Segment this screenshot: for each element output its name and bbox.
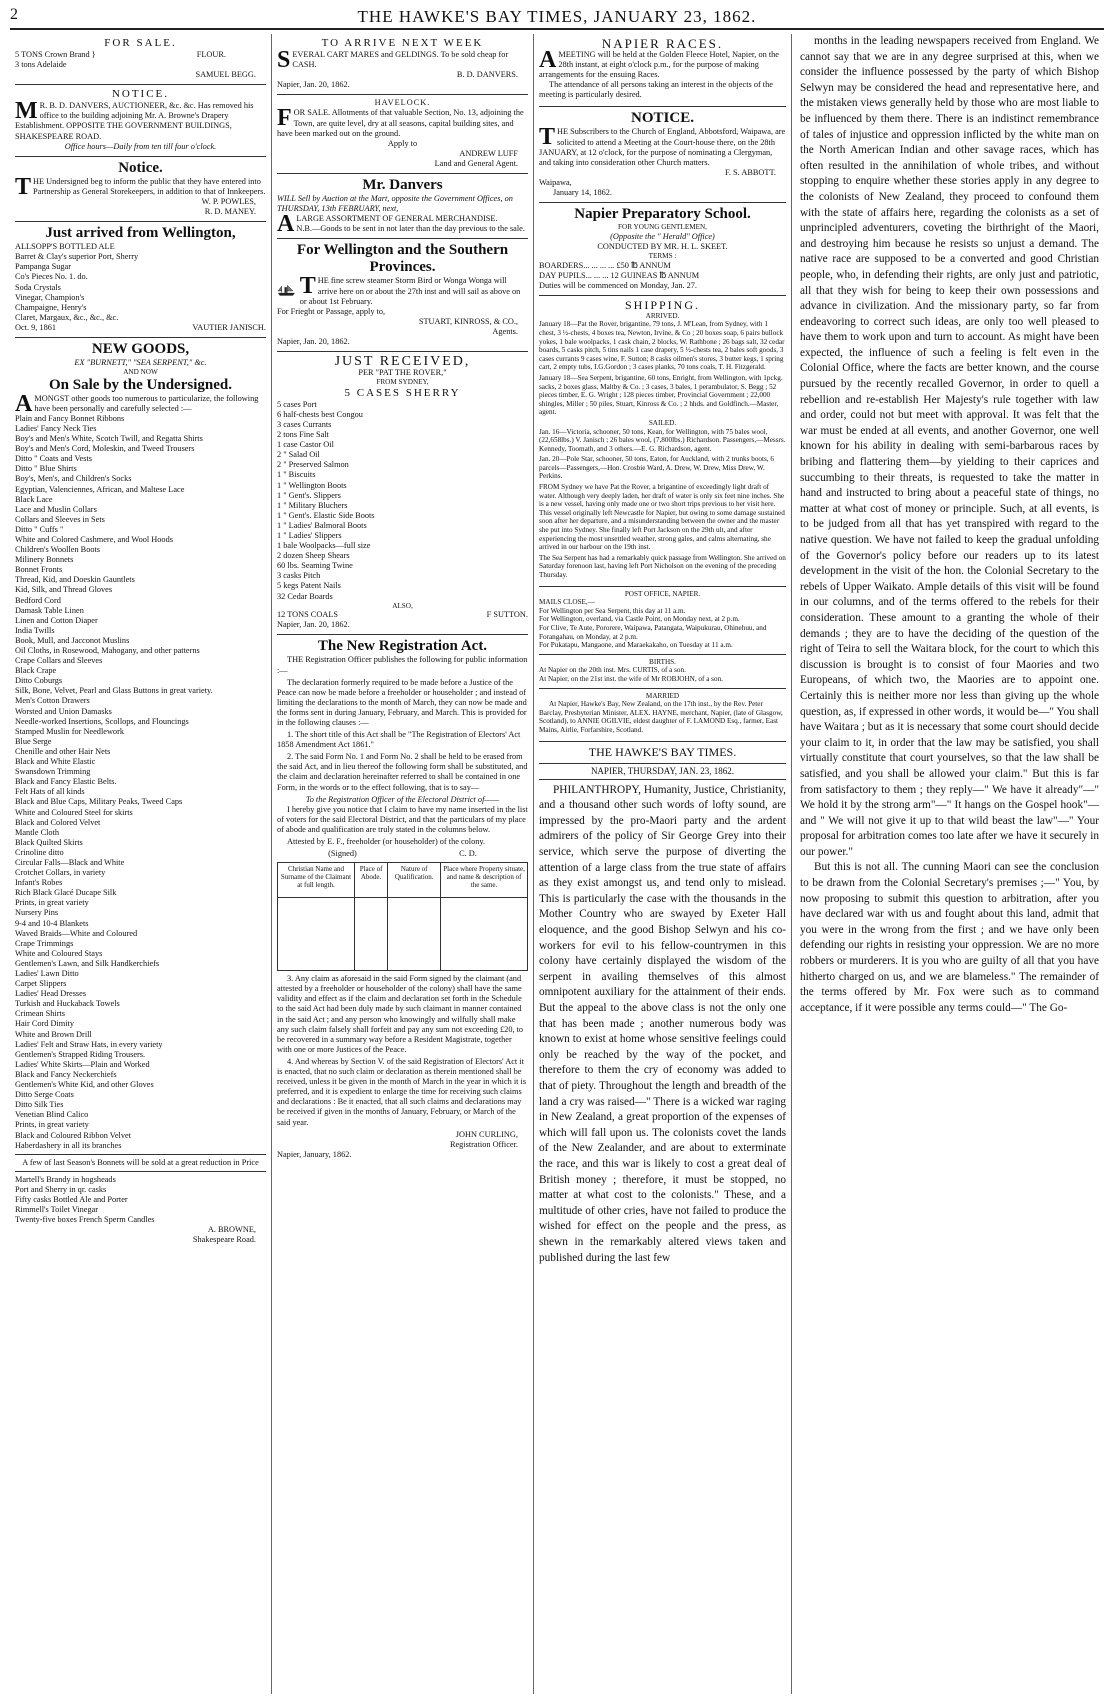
birth-line: At Napier, on the 21st inst. the wife of Mr ROBJOHN, of a son. bbox=[539, 674, 723, 683]
ad-date: Napier, Jan. 20, 1862. bbox=[277, 80, 350, 90]
ad-signature: ANDREW LUFF bbox=[459, 148, 518, 158]
ad-text: THE Subscribers to the Church of England, Abbotsford, Waipawa, are solicited to attend a Meeting at the Court-house there, on the 28th JANUARY, at 12 o'clock, for the purpose of nominating a Clergyman, and taking into consideration other Church matters. bbox=[539, 124, 786, 167]
list-item: Felt Hats of all kinds bbox=[15, 787, 85, 797]
ad-signature: R. D. MANEY. bbox=[204, 207, 256, 217]
ad-text: THE Undersigned beg to inform the public that they have entered into Partnership as General Storekeepers, in addition to that of Innkeepers. bbox=[15, 173, 266, 200]
list-item: Milinery Bonnets bbox=[15, 555, 74, 565]
ad-havelock bbox=[277, 95, 528, 174]
list-item: 1 " Wellington Boots bbox=[277, 480, 347, 490]
ad-signature: Land and General Agent. bbox=[434, 158, 518, 168]
list-item: Needle-worked Insertions, Scollops, and Flouncings bbox=[15, 716, 189, 726]
list-item: Gentlemen's Strapped Riding Trousers. bbox=[15, 1049, 146, 1059]
ad-signature: B. D. DANVERS. bbox=[456, 70, 518, 80]
list-item: Ditto " Coats and Vests bbox=[15, 454, 92, 464]
ad-title: For Wellington and the Southern Provinces. bbox=[296, 242, 509, 276]
post-office bbox=[539, 587, 786, 655]
list-item: ALLSOPP'S BOTTLED ALE bbox=[15, 242, 115, 252]
list-item: 1 " Biscuits bbox=[277, 470, 316, 480]
editorial bbox=[539, 742, 786, 1271]
list-item: Ladies' Fancy Neck Ties bbox=[15, 423, 97, 433]
list-item: Stamped Muslin for Needlework bbox=[15, 726, 124, 736]
ad-boarders: BOARDERS... ... ... ... £50 ℔ ANNUM bbox=[539, 260, 671, 270]
ad-church-notice bbox=[539, 107, 786, 203]
list-item: Ditto Serge Coats bbox=[15, 1090, 74, 1100]
list-item: Pampanga Sugar bbox=[15, 262, 71, 272]
shipping-entry: Jan. 20—Pole Star, schooner, 50 tons, Eaton, for Auckland, with 2 trunks boots, 6 parcels—Passengers,—Hon. Crosbie Ward, A. Drew, W. Drew, Miss Drew, W. Perkins. bbox=[539, 455, 774, 481]
ad-title: Just arrived from Wellington, bbox=[45, 225, 236, 242]
list-item: Boy's, Men's, and Children's Socks bbox=[15, 474, 132, 484]
notice-signature: Registration Officer. bbox=[449, 1139, 518, 1149]
list-item: 5 kegs Patent Nails bbox=[277, 581, 341, 591]
list-item: Barret & Clay's superior Port, Sherry bbox=[15, 252, 139, 262]
mail-list bbox=[539, 607, 786, 650]
form-column-header: Christian Name and Surname of the Claimant at full length. bbox=[278, 863, 355, 898]
section-subhead: SAILED. bbox=[648, 418, 677, 427]
editorial-dateline: NAPIER, THURSDAY, JAN. 23, 1862. bbox=[590, 766, 735, 777]
married bbox=[539, 689, 786, 742]
ad-just-received bbox=[277, 352, 528, 635]
ad-text: AMEETING will be held at the Golden Fleece Hotel, Napier, on the 28th instant, at eight o'clock p.m., for the purpose of making arrangements for the ensuing Races. bbox=[539, 47, 779, 80]
ad-title: Napier Preparatory School. bbox=[574, 206, 751, 223]
list-item: Twenty-five boxes French Sperm Candles bbox=[15, 1215, 155, 1225]
list-item: Waved Braids—White and Coloured bbox=[15, 928, 138, 938]
list-item: Plain and Fancy Bonnet Ribbons bbox=[15, 413, 125, 423]
section-subhead: ARRIVED. bbox=[645, 311, 680, 320]
ad-preparatory-school bbox=[539, 203, 786, 296]
ad-opposite: (Opposite the " Herald" Office) bbox=[610, 231, 715, 241]
section-subhead: MAILS CLOSE,— bbox=[539, 598, 595, 607]
list-item: Soda Crystals bbox=[15, 282, 61, 292]
list-item: Black and White Elastic bbox=[15, 757, 96, 767]
list-item: Children's Woollen Boots bbox=[15, 545, 101, 555]
list-item: 60 lbs. Seaming Twine bbox=[277, 561, 353, 571]
list-item: Rich Black Glacé Ducape Silk bbox=[15, 888, 117, 898]
ad-also: ALSO, bbox=[392, 601, 413, 610]
list-item: Nursery Pins bbox=[15, 908, 59, 918]
shipping-entry: January 18—Sea Serpent, brigantine, 60 tons, Enright, from Wellington, with 1pckg. sacks, 2 boxes glass, Maltby & Co. ; 3 cases, 3 bales, 1 perambulator, S. Begg ; 52 pieces timber, E. G. Wright ; 128 pieces timber, Provincial Government ; 22,000 shingles, Miller ; 50 piles, Stuart, Kinross & Co. ; 2 hhds. and Goldfinch.—Master, agent. bbox=[539, 373, 783, 417]
steamer-icon bbox=[277, 276, 296, 304]
paragraph: But this is not all. The cunning Maori can see the conclusion to be drawn from the Colonial Secretary's premises ;—" You, by now proposing to submit this question to arbitration, after you have declared war with us and fought about this land, admit that you were in the wrong from the first ; and we have only been defending our rights in resisting your oppression. We are no more robbers or murderers. It is you who are guilty of all that you have hitherto charged on us, and we are blameless." The remainder of the terms offered by Mr. Fox were such as to command acceptance, if it were possible any terms could—" The Go- bbox=[800, 861, 1099, 1014]
ad-napier-races bbox=[539, 34, 786, 107]
list-item: Bedford Cord bbox=[15, 595, 61, 605]
ad-text: The attendance of all persons taking an interest in the objects of the meeting is particularly desired. bbox=[539, 80, 773, 100]
ad-duties: Duties will be commenced on Monday, Jan. 27. bbox=[539, 280, 697, 290]
list-item: Kid, Silk, and Thread Gloves bbox=[15, 585, 113, 595]
ad-signature: STUART, KINROSS, & CO., bbox=[418, 316, 518, 326]
list-item: Haberdashery in all its branches bbox=[15, 1140, 122, 1150]
ad-note: N.B.—Goods to be sent in not later than the day previous to the sale. bbox=[296, 224, 525, 234]
list-item: Men's Cotton Drawers bbox=[15, 696, 90, 706]
ad-signature: VAUTIER JANISCH. bbox=[192, 322, 266, 332]
list-item: Crape Collars and Sleeves bbox=[15, 656, 103, 666]
list-item: Chenille and other Hair Nets bbox=[15, 746, 111, 756]
section-title: MARRIED bbox=[645, 691, 680, 700]
ad-date: January 14, 1862. bbox=[553, 188, 612, 198]
list-item: Ditto " Cuffs " bbox=[15, 524, 64, 534]
list-item: Ditto " Blue Shirts bbox=[15, 464, 77, 474]
list-item: Ditto Coburgs bbox=[15, 676, 63, 686]
ad-text: FOR SALE. Allotments of that valuable Section, No. 13, adjoining the Town, are quite level, dry at all seasons, capital building sites, and have been marked out on the ground. bbox=[277, 105, 524, 138]
notice-paragraphs bbox=[277, 655, 528, 792]
ad-intro: AMONGST other goods too numerous to particularize, the following have been personally and carefully selected :— bbox=[15, 390, 259, 417]
list-item: Thread, Kid, and Doeskin Gauntlets bbox=[15, 575, 135, 585]
shipping-entry: Jan. 16—Victoria, schooner, 50 tons, Kean, for Wellington, with 75 bales wool, (22,658lbs.) V. Janisch ; 26 bales wool, (7,800lbs.) Richardson. Passengers,—Messrs. Kennedy, Toomath, and 3 others.—E. G. Richardson, agent. bbox=[539, 427, 786, 453]
masthead-title: THE HAWKE'S BAY TIMES, JANUARY 23, 1862. bbox=[357, 7, 757, 26]
list-item: Crape Trimmings bbox=[15, 938, 74, 948]
ad-just-arrived bbox=[15, 222, 266, 338]
mail-line: For Clive, Te Aute, Pororere, Waipawa, Patangata, Waipukurau, Ohinehuu, and Forangahau, on Monday, at 2 p.m. bbox=[539, 623, 767, 641]
list-item: 3 casks Pitch bbox=[277, 571, 321, 581]
ad-freight: For Frieght or Passage, apply to, bbox=[277, 306, 386, 316]
ad-date: Napier, Jan. 20, 1862. bbox=[277, 620, 350, 630]
list-item: Carpet Slippers bbox=[15, 979, 67, 989]
ad-signature: W. P. POWLES, bbox=[201, 196, 256, 206]
list-item: 2 " Preserved Salmon bbox=[277, 460, 349, 470]
married-text: At Napier, Hawke's Bay, New Zealand, on the 17th inst., by the Rev. Peter Barclay, Presbyterian Minister, ALEX. HAYNE, merchant, Napier, (late of Glasgow, Scotland), to ANNIE OGILVIE, eldest daughter of F. LAMOND Esq., farmer, East Mains, Airlie, Forfarshire, Scotland. bbox=[539, 700, 783, 734]
column-4 bbox=[792, 34, 1104, 1694]
ad-title: NOTICE. bbox=[631, 110, 694, 127]
ad-title: FOR SALE. bbox=[104, 37, 177, 49]
ad-signature: Shakespeare Road. bbox=[192, 1235, 256, 1245]
registration-form-table bbox=[277, 862, 528, 971]
list-item: 5 cases Port bbox=[277, 399, 317, 409]
ad-text: THE fine screw steamer Storm Bird or Wonga Wonga will arrive here on or about the 27th inst and will sail as above on or about 1st February. bbox=[299, 273, 521, 306]
ad-terms: TERMS : bbox=[648, 251, 677, 260]
list-item: Blue Serge bbox=[15, 736, 52, 746]
ad-text: MR. B. D. DANVERS, AUCTIONEER, &c. &c. Has removed his office to the building adjoining Mr. A. Browne's Drapery Establishment. OPPOSITE THE GOVERNMENT BUILDINGS, SHAKESPEARE ROAD. bbox=[15, 98, 254, 141]
list-item: Ditto Silk Ties bbox=[15, 1100, 64, 1110]
list-item: Oil Cloths, in Rosewood, Mahogany, and other patterns bbox=[15, 646, 200, 655]
item-list bbox=[15, 414, 266, 1151]
list-item: Hair Cord Dimity bbox=[15, 1019, 74, 1029]
ad-coals: 12 TONS COALS bbox=[277, 610, 339, 620]
form-text: I hereby give you notice that I claim to have my name inserted in the list of voters for the said Electoral District, and that the particulars of my place of abode and qualification are truly stated in the columns below. bbox=[277, 804, 528, 834]
list-item: 6 half-chests best Congou bbox=[277, 409, 363, 419]
ad-signature: F SUTTON. bbox=[486, 610, 528, 620]
ad-wellington-steamer bbox=[277, 239, 528, 352]
list-item: 2 " Salad Oil bbox=[277, 450, 320, 460]
ad-title: NEW GOODS, bbox=[91, 340, 190, 357]
ad-text: SEVERAL CART MARES and GELDINGS. To be sold cheap for CASH. bbox=[277, 47, 509, 73]
notice-registration-act bbox=[277, 635, 528, 1163]
ad-new-goods bbox=[15, 338, 266, 1249]
paragraph: months in the leading newspapers received from England. We cannot say that we are in any degree surprised at this, when we consider the influence possessed by the party of which Bishop Selwyn may be considered the head and representative here, and the mistaken views generally held by those who are most liable to be influenced by them there. There is an indistinct remembrance of tales of injustice and oppression inflicted by the white man on the North American Indian and other savage races, which has often resulted in the annihilation of whole tribes, and without stopping to enquire whether these stories apply in any degree to the colonists of New Zealand, they proceed to confound them with the state of affairs here, regarding the colonists as a set of unprincipled adventurers, coveting the birthright of the Maori, and destroying him because he resists so unjust a demand. The native race are supposed to be a converted and good Christian people, who, in defending their rights, are only just and patriotic, all that they wish for being to keep their own possessions and advance in civilization. And the missionary party, so far from endeavoring to correct such ideas, are only too well pleased to have them to work upon and turn to account. As might have been expected, the influence of such a feeling is felt even in the Colonial Office, where the facts are better known, and the course pursued by the recently recalled Governor, in order to quell a rebellion and re-establish Her Majesty's rule together with law and order, could not but meet with approval. It was felt that the war must be ended at all events, and another Governor, one well known for his ability in dealing with semi-barbarous races by bribing and flattering them—by yielding to their caprices and succumbing to their threats, is requested to take the matter in hand and instructed to bring about a peaceful state of things, no matter at what cost of money or principle. Such, at all events, is to be judged from all that has yet transpired with regard to the native question. We have not failed to keep the gradual unfolding of the Governor's policy before our readers up to its latest development in the visit of the hon. the Colonial Secretary to the rebels of Upper Waikato. Ample details of this visit will be found in our columns, and of the terms offered to the rebels for their consideration. These amount to a granting the whole of their demands ; they are to have the deciding of the question of the right of Teira to sell the Waitara block, for the court to which this discussion is brought is to consist of four Maories and two Europeans, of which two, the Maories are to appoint one. Certainly this is neither more nor less than giving up the whole question, as, if expressed in other words, it would be—" You shall have Waitara ; but as it is necessary that some court should decide your claim to it, in order that the law may be satisfied, you shall virtually constitute that court yourselves, so that the law shall be satisfied, and you shall be allowed your claim." But this is far from satisfactory to them ; they reply—" We have it already"—" We hold it by the strong arm"—" It hangs on the Gospel hook"—and " We will not give it up to that wild beast the law"—" Your proposal for arbitration comes too late after we have it securely in our power." bbox=[800, 35, 1099, 858]
list-item: Boy's and Men's Cord, Moleskin, and Tweed Trousers bbox=[15, 444, 195, 454]
list-item: Black and Blue Caps, Military Peaks, Tweed Caps bbox=[15, 797, 183, 807]
form-column-header: Place of Abode. bbox=[354, 863, 387, 898]
ad-line: 5 TONS Crown Brand } bbox=[15, 50, 96, 59]
list-item: Champaigne, Henry's bbox=[15, 302, 87, 312]
ad-line: FLOUR. bbox=[196, 50, 226, 59]
list-item: Co's Pieces No. 1. do. bbox=[15, 272, 88, 282]
ad-signature: A. BROWNE, bbox=[207, 1225, 256, 1235]
list-item: Egyptian, Valenciennes, African, and Maltese Lace bbox=[15, 484, 185, 494]
list-item: Rimmell's Toilet Vinegar bbox=[15, 1205, 99, 1215]
ad-mr-danvers bbox=[277, 174, 528, 239]
ad-title: NAPIER RACES. bbox=[601, 36, 724, 51]
editorial-text: PHILANTHROPY, Humanity, Justice, Christianity, and a thousand other such words of lofty sound, are impressed by the pro-Maori party and the ardent admirers of the policy of Sir George Grey into their service, which serve the purpose of diverting the attention of a large class from the true state of affairs as they exist amongst us, and tend only to mislead. This is particularly the case with the thousands in the Mother Country who are swayed by Exeter Hall eloquence, and the good Bishop Selwyn and his co-workers for evil to his fellow-countrymen in this colony have certainly displayed the wisdom of the serpent in availing themselves of this almost omnipotent auxiliary for the attainment of their ends. But the appeal to the above class is not the only one that has been made ; another numerous body was known to exist at home whose sensitive feelings could only be reached by the way of the pocket, and therefore to them the cry of economy was added to that of piety. Throughout the length and breadth of the land a cry was raised—" There is a wicked war raging in New Zealand, a great proportion of the expenses of which will fall upon us. The colonists covet the lands of the New Zealander, and are about to exterminate the race, and this war is likely to cost a great deal of British money ; therefore, it must be stopped, no matter at what cost to the colonists." These, and a multitude of other cries, have not failed to produce the wished for effect on the people and the press, as shewn in the remarkably altered views taken and published during the last few bbox=[539, 783, 786, 1264]
section-title: POST OFFICE, NAPIER. bbox=[624, 589, 701, 598]
list-item: Silk, Bone, Velvet, Pearl and Glass Buttons in great variety. bbox=[15, 686, 213, 696]
shipping-entry: January 18—Pat the Rover, brigantine, 79 tons, J. M'Lean, from Sydney, with 1 chest, 3 ½-chests, 4 boxes tea, Newton, Irvine, & Co ; 20 boxes soap, 6 pairs bullock yokes, 1 bale woolpacks, 1 cask chain, 2 blocks, W. Rathbone ; 26 bags salt, 32 cedar boards, 5 casks pitch, 5 tins nails 1 case drapery, 5 ½-chests tea, 2 bales soft goods, 3 cases currants 9 cases wine, F. Sutton; 8 casks oilmen's stores, 3 butter kegs, 1 spring cart, 2 empty tubs, I.G.Gordon ; 3 cases planks, 70 tons coals, T. H. Fitzgerald. bbox=[539, 320, 785, 372]
list-item: 1 bale Woolpacks—full size bbox=[277, 541, 371, 551]
form-cd: C. D. bbox=[459, 849, 477, 859]
list-item: 9-4 and 10-4 Blankets bbox=[15, 918, 89, 928]
item-list bbox=[277, 400, 528, 602]
ad-text: WILL Sell by Auction at the Mart, opposite the Government Offices, on THURSDAY, 13th FEBRUARY, next, bbox=[277, 194, 513, 214]
column-1 bbox=[10, 34, 272, 1694]
column-3 bbox=[534, 34, 792, 1694]
ad-signature: F. S. ABBOTT. bbox=[724, 167, 776, 177]
list-item: India Twills bbox=[15, 625, 55, 635]
list-item: Crimean Shirts bbox=[15, 1009, 66, 1019]
notice-date: Napier, January, 1862. bbox=[277, 1149, 352, 1159]
list-item: Prints, in great variety bbox=[15, 1120, 89, 1130]
ad-title: Notice. bbox=[118, 159, 163, 176]
editorial-continued bbox=[800, 34, 1099, 1016]
ad-bonnets: A few of last Season's Bonnets will be sold at a great reduction in Price bbox=[22, 1157, 259, 1167]
paragraph: 4. And whereas by Section V. of the said Registration of Electors' Act it is enacted, that no such claim or declaration as therein mentioned shall be received, unless it be given in the month of March in the year in which it is preferred, and it is expedient to enlarge the time for receiving such claims and declarations : Be it enacted, that all such claims and declarations may be received if given in the months of January, February, or March of the said year. bbox=[277, 1056, 527, 1127]
form-signed: (Signed) bbox=[328, 849, 357, 859]
section-title: BIRTHS. bbox=[649, 657, 676, 666]
ad-place: Waipawa, bbox=[539, 177, 572, 187]
list-item: Lace and Muslin Collars bbox=[15, 504, 97, 514]
ad-day-pupils: DAY PUPILS... ... ... 12 GUINEAS ℔ ANNUM bbox=[539, 270, 700, 280]
birth-line: At Napier on the 20th inst. Mrs. CURTIS, of a son. bbox=[539, 666, 686, 675]
list-item: Prints, in great variety bbox=[15, 898, 89, 908]
form-heading: To the Registration Officer of the Electoral District of—— bbox=[305, 794, 500, 804]
mail-line: For Wellington, overland, via Castle Point, on Monday next, at 2 p.m. bbox=[539, 615, 740, 624]
list-item: Ladies' White Skirts—Plain and Worked bbox=[15, 1059, 150, 1069]
page-number: 2 bbox=[10, 6, 19, 23]
ad-title: TO ARRIVE NEXT WEEK bbox=[321, 37, 484, 49]
list-item: Port and Sherry in qr. casks bbox=[15, 1184, 107, 1194]
ad-date: Napier, Jan. 20, 1862. bbox=[277, 336, 350, 346]
shipping-entry: FROM Sydney we have Pat the Rover, a brigantine of exceedingly light draft of water. Although very deeply laden, her draft of water is only six feet nine inches. She is a new vessel, having only made one or two short trips previous to her visit here. This vessel originally left Newcastle for Napier, but owing to some damage sustained soon after her departure, and a misunderstanding between the owner and the master she put into Sydney. She finally left Port Jackson on the 29th ult, and after experiencing the most unsettled weather, strong gales, and calms alternating, she arrived in our harbour on the 19th inst. bbox=[539, 483, 785, 552]
item-list bbox=[15, 242, 266, 323]
ad-title: Mr. Danvers bbox=[362, 177, 443, 194]
ad-title: NOTICE. bbox=[111, 88, 170, 101]
ad-for: FOR YOUNG GENTLEMEN, bbox=[618, 223, 707, 232]
list-item: Infant's Robes bbox=[15, 878, 63, 888]
shipping-entries bbox=[539, 320, 786, 417]
list-item: Circular Falls—Black and White bbox=[15, 857, 125, 867]
ad-signature: Agents. bbox=[492, 326, 518, 336]
ad-title: HAVELOCK. bbox=[374, 98, 431, 108]
list-item: Crotchet Collars, in variety bbox=[15, 868, 106, 878]
ad-notice-danvers bbox=[15, 85, 266, 156]
shipping-entry: The Sea Serpent has had a remarkably quick passage from Wellington. She arrived on Saturday forenoon last, having left Port Nicholson on the evening of the preceding Thursday. bbox=[539, 553, 786, 579]
list-item: Gentlemen's White Kid, and other Gloves bbox=[15, 1080, 154, 1090]
list-item: Worsted and Union Damasks bbox=[15, 706, 112, 716]
list-item: Turkish and Huckaback Towels bbox=[15, 999, 120, 1009]
columns bbox=[10, 34, 1104, 1694]
list-item: Black and Coloured Ribbon Velvet bbox=[15, 1130, 131, 1140]
list-item: Black and Colored Velvet bbox=[15, 817, 101, 827]
ad-sale-heading: On Sale by the Undersigned. bbox=[49, 376, 232, 393]
list-item: Vinegar, Champion's bbox=[15, 292, 85, 302]
list-item: Crinoline ditto bbox=[15, 847, 64, 857]
ad-notice-partnership bbox=[15, 157, 266, 222]
list-item: Swansdown Trimming bbox=[15, 767, 91, 777]
list-item: 1 " Ladies' Slippers bbox=[277, 530, 342, 540]
list-item: Mantle Cloth bbox=[15, 827, 60, 837]
mail-line: For Pukatapu, Mangaone, and Maraekakaho, on Tuesday at 11 a.m. bbox=[539, 641, 733, 650]
births bbox=[539, 655, 786, 689]
paragraph: 3. Any claim as aforesaid in the said Form signed by the claimant (and attested by a freeholder or householder of the colony) shall have the same validity and effect as if the claim and declaration set forth in the Schedule to the said Act had been duly made by such claimant in manner contained in the said Act ; and any person who knowingly and wilfully shall make any such claim falsely shall forfeit and pay any sum not exceeding £20, to be recovered in a summary way before a Resident Magistrate, together with one or more Justices of the Peace. bbox=[277, 974, 524, 1054]
form-column-header: Nature of Qualification. bbox=[388, 863, 441, 898]
list-item: 2 tons Fine Salt bbox=[277, 430, 329, 440]
list-item: 2 dozen Sheep Shears bbox=[277, 551, 350, 561]
list-item: Gentlemen's Lawn, and Silk Handkerchiefs bbox=[15, 958, 160, 968]
ad-lead-item: 5 CASES SHERRY bbox=[344, 386, 461, 399]
ad-title: JUST RECEIVED, bbox=[334, 354, 471, 370]
paragraph: 2. The said Form No. 1 and Form No. 2 shall be held to be erased from the said Act, and in lieu thereof the following form shall be substituted, and the claim and declaration hereinafter referred to shall be contained in one Form, in the words or to the effect following, that is to say— bbox=[277, 752, 528, 792]
ad-from: FROM SYDNEY, bbox=[376, 378, 429, 387]
list-item: Ladies' Felt and Straw Hats, in every variety bbox=[15, 1039, 163, 1049]
ad-date: Oct. 9, 1861 bbox=[15, 322, 57, 332]
list-item: 1 " Gent's. Slippers bbox=[277, 490, 341, 500]
list-item: Venetian Blind Calico bbox=[15, 1110, 89, 1120]
list-item: Black Quilted Skirts bbox=[15, 837, 83, 847]
list-item: Damask Table Linen bbox=[15, 605, 84, 615]
list-item: Martell's Brandy in hogsheads bbox=[15, 1174, 116, 1184]
paragraph: THE Registration Officer publishes the following for public information :— bbox=[277, 655, 528, 675]
list-item: 3 cases Currants bbox=[277, 419, 332, 429]
list-item: Book, Mull, and Jacconot Muslins bbox=[15, 635, 130, 645]
shipping-news bbox=[539, 296, 786, 587]
form-attested: Attested by E. F., freeholder (or householder) of the colony. bbox=[287, 837, 486, 846]
list-item: White and Coloured Stays bbox=[15, 948, 103, 958]
notice-title: The New Registration Act. bbox=[317, 638, 488, 655]
paragraph: 1. The short title of this Act shall be "The Registration of Electors' Act 1858 Amendment Act 1861." bbox=[277, 730, 521, 750]
ad-and: AND NOW bbox=[123, 368, 158, 377]
ad-signature: SAMUEL BEGG. bbox=[195, 70, 256, 80]
ad-apply: Apply to bbox=[387, 138, 418, 148]
ad-highlight: ALARGE ASSORTMENT OF GENERAL MERCHANDISE. bbox=[277, 211, 498, 238]
ad-subtitle: EX "BURNETT," "SEA SERPENT," &c. bbox=[74, 357, 207, 367]
ad-to-arrive bbox=[277, 34, 528, 95]
list-item: Collars and Sleeves in Sets bbox=[15, 514, 105, 524]
list-item: Ladies' Head Dresses bbox=[15, 989, 87, 999]
list-item: White and Brown Drill bbox=[15, 1029, 92, 1039]
paragraph: The declaration formerly required to be made before a Justice of the Peace can now be made before a freeholder or householder ; and instead of limiting the declarations to the month of March, they can now be made and the forms sent in during January, February, and March. This is provided for in the following clauses :— bbox=[277, 677, 527, 727]
list-item: Black Crape bbox=[15, 666, 57, 676]
list-item: 1 case Castor Oil bbox=[277, 440, 334, 450]
ad-hours: Office hours—Daily from ten till four o'clock. bbox=[64, 141, 217, 151]
list-item: Bonnet Fronts bbox=[15, 565, 63, 575]
masthead bbox=[10, 6, 1104, 30]
ad-subtitle: PER "PAT THE ROVER," bbox=[358, 368, 447, 378]
notice-paragraphs bbox=[277, 974, 528, 1127]
editorial-title: THE HAWKE'S BAY TIMES. bbox=[588, 744, 737, 759]
list-item: Linen and Cotton Diaper bbox=[15, 615, 98, 625]
list-item: Black Lace bbox=[15, 494, 53, 504]
birth-list bbox=[539, 666, 786, 683]
section-title: SHIPPING. bbox=[624, 297, 700, 312]
list-item: Ladies' Lawn Ditto bbox=[15, 969, 79, 978]
list-item: Boy's and Men's White, Scotch Twill, and Regatta Shirts bbox=[15, 434, 203, 444]
ad-conducted: CONDUCTED BY MR. H. L. SKEET. bbox=[597, 241, 728, 251]
ad-line: 3 tons Adelaide bbox=[15, 60, 67, 70]
list-item: 1 " Gent's. Elastic Side Boots bbox=[277, 510, 375, 520]
list-item: 1 " Military Bluchers bbox=[277, 500, 348, 510]
form-column-header: Place where Property situate, and name & description of the same. bbox=[441, 863, 528, 898]
notice-signature: JOHN CURLING, bbox=[455, 1129, 518, 1139]
shipping-entries bbox=[539, 428, 786, 580]
list-item: 32 Cedar Boards bbox=[277, 591, 333, 601]
list-item: Fifty casks Bottled Ale and Porter bbox=[15, 1194, 128, 1204]
column-2 bbox=[272, 34, 534, 1694]
list-item: Claret, Margaux, &c., &c., &c. bbox=[15, 312, 119, 322]
list-item: Black and Fancy Elastic Belts. bbox=[15, 777, 117, 787]
ad-for-sale bbox=[15, 34, 266, 85]
item-list bbox=[15, 1175, 266, 1225]
list-item: Black and Fancy Neckerchiefs bbox=[15, 1069, 117, 1079]
list-item: White and Colored Cashmere, and Wool Hoods bbox=[15, 534, 173, 544]
list-item: 1 " Ladies' Balmoral Boots bbox=[277, 520, 367, 530]
list-item: White and Coloured Steel for skirts bbox=[15, 807, 133, 817]
mail-line: For Wellington per Sea Serpent, this day at 11 a.m. bbox=[539, 606, 686, 615]
